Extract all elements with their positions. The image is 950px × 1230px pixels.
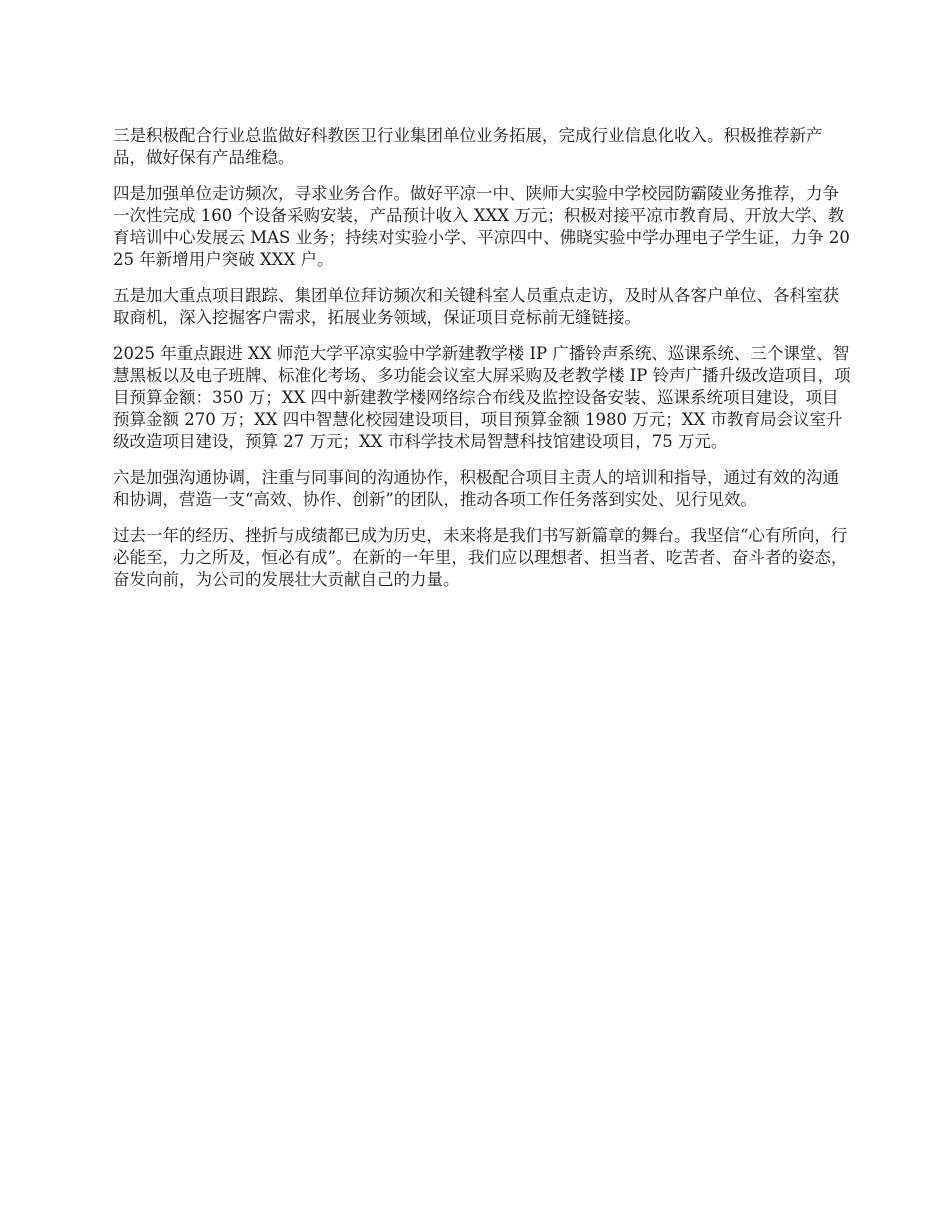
paragraph-communication: 六是加强沟通协调，注重与同事间的沟通协作，积极配合项目主责人的培训和指导，通过有效的沟通和协调，营造一支“高效、协作、创新”的团队，推动各项工作任务落到实处、见行见效。	[113, 468, 839, 509]
paragraph-business-expansion: 三是积极配合行业总监做好科教医卫行业集团单位业务拓展，完成行业信息化收入。积极推荐新产品，做好保有产品维稳。	[113, 126, 823, 167]
paragraph-unit-visits: 四是加强单位走访频次，寻求业务合作。做好平凉一中、陕师大实验中学校园防霸陵业务推荐，力争一次性完成 160 个设备采购安装，产品预计收入 XXX 万元；积极对接平凉市教育局、开放大学、教育培训中心发展云 MAS 业务；持续对实验小学、平凉四中、佛晓实验中学办理电子学生证，力争 2025 年新增用户突破 XXX 户。	[113, 184, 850, 269]
paragraph-conclusion: 过去一年的经历、挫折与成绩都已成为历史，未来将是我们书写新篇章的舞台。我坚信“心有所向，行必能至，力之所及，恒必有成”。在新的一年里，我们应以理想者、担当者、吃苦者、奋斗者的姿态，奋发向前，为公司的发展壮大贡献自己的力量。	[113, 526, 848, 589]
document-body	[113, 125, 853, 605]
paragraph-2025-projects: 2025 年重点跟进 XX 师范大学平凉实验中学新建教学楼 IP 广播铃声系统、巡课系统、三个课堂、智慧黑板以及电子班牌、标准化考场、多功能会议室大屏采购及老教学楼 IP 铃声广播升级改造项目，项目预算金额：350 万；XX 四中新建教学楼网络综合布线及监控设备安装、巡课系统项目建设，项目预算金额 270 万；XX 四中智慧化校园建设项目，项目预算金额 1980 万元；XX 市教育局会议室升级改造项目建设，预算 27 万元；XX 市科学技术局智慧科技馆建设项目，75 万元。	[113, 344, 851, 451]
paragraph-key-projects: 五是加大重点项目跟踪、集团单位拜访频次和关键科室人员重点走访，及时从各客户单位、各科室获取商机，深入挖掘客户需求，拓展业务领域，保证项目竞标前无缝链接。	[113, 286, 839, 327]
